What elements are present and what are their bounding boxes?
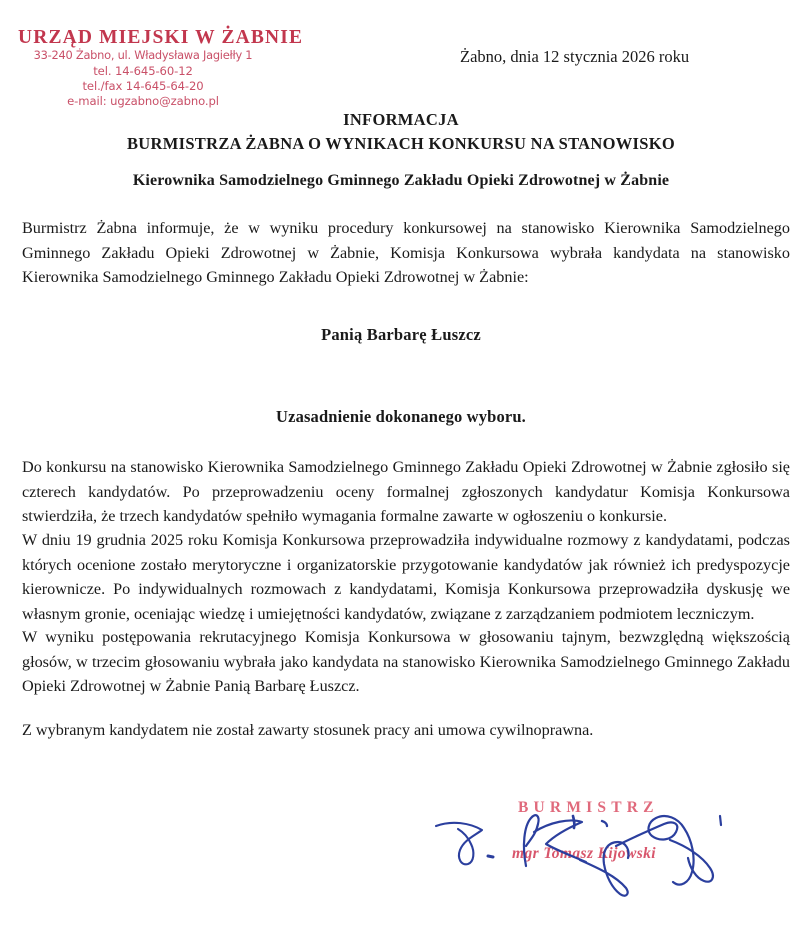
paragraph-intro: Burmistrz Żabna informuje, że w wyniku procedury konkursowej na stanowisko Kierownika Samodzielnego Gminnego Zakładu Opieki Zdrowotnej w Żabnie, Komisja Konkursowa wybrała kandydata na stanowisko Kierownika Samodzielnego Gminnego Zakładu Opieki Zdrowotnej w Żabnie:	[22, 219, 790, 287]
heading-subtitle: Kierownika Samodzielnego Gminnego Zakładu Opieki Zdrowotnej w Żabnie	[132, 172, 670, 189]
handwritten-signature-icon	[430, 780, 770, 900]
letterhead-phone: tel. 14-645-60-12	[93, 63, 193, 78]
selected-candidate-name: Panią Barbarę Łuszcz	[321, 325, 481, 344]
heading-main: BURMISTRZA ŻABNA O WYNIKACH KONKURSU NA STANOWISKO	[127, 133, 675, 153]
document-date: Żabno, dnia 12 stycznia 2026 roku	[460, 47, 690, 66]
heading-uzasadnienie: Uzasadnienie dokonanego wyboru.	[276, 407, 526, 426]
letterhead-fax: tel./fax 14-645-64-20	[82, 79, 204, 94]
paragraph-closing: Z wybranym kandydatem nie został zawarty stosunek pracy ani umowa cywilnoprawna.	[22, 721, 594, 739]
letterhead	[18, 27, 304, 110]
paragraph-reason-1: Do konkursu na stanowisko Kierownika Samodzielnego Gminnego Zakładu Opieki Zdrowotnej w Żabnie zgłosiło się czterech kandydatów. Po przeprowadzeniu oceny formalnej zgłoszonych kandydatur Komisja Konkursowa stwierdziła, że trzech kandydatów spełniło wymagania formalne zawarte w ogłoszeniu o konkursie.	[22, 458, 790, 526]
stamp-title: BURMISTRZ	[518, 799, 659, 816]
signature-block	[430, 780, 770, 900]
letterhead-title: URZĄD MIEJSKI W ŻABNIE	[18, 27, 304, 48]
paragraph-reason-2: W dniu 19 grudnia 2025 roku Komisja Konkursowa przeprowadziła indywidualne rozmowy z kandydatami, podczas których ocenione zostało merytoryczne i organizatorskie przygotowanie kandydatów jak również ich predyspozycje kierownicze. Po indywidualnych rozmowach z kandydatami, Komisja Konkursowa przeprowadziła dyskusję we własnym gronie, oceniając wiedzę i umiejętności kandydatów, związane z zarządzaniem podmiotem leczniczym.	[22, 531, 790, 623]
letterhead-address: 33-240 Żabno, ul. Władysława Jagiełły 1	[33, 48, 253, 63]
paragraph-reason-3: W wyniku postępowania rekrutacyjnego Komisja Konkursowa w głosowaniu tajnym, bezwzględną większością głosów, w trzecim głosowaniu wybrała jako kandydata na stanowisko Kierownika Samodzielnego Gminnego Zakładu Opieki Zdrowotnej w Żabnie Panią Barbarę Łuszcz.	[22, 628, 790, 696]
stamp-name: mgr Tomasz Kijowski	[512, 845, 656, 862]
heading-informacja: INFORMACJA	[343, 110, 459, 129]
document-heading	[0, 108, 802, 156]
letterhead-email: e-mail: ugzabno@zabno.pl	[67, 94, 219, 109]
